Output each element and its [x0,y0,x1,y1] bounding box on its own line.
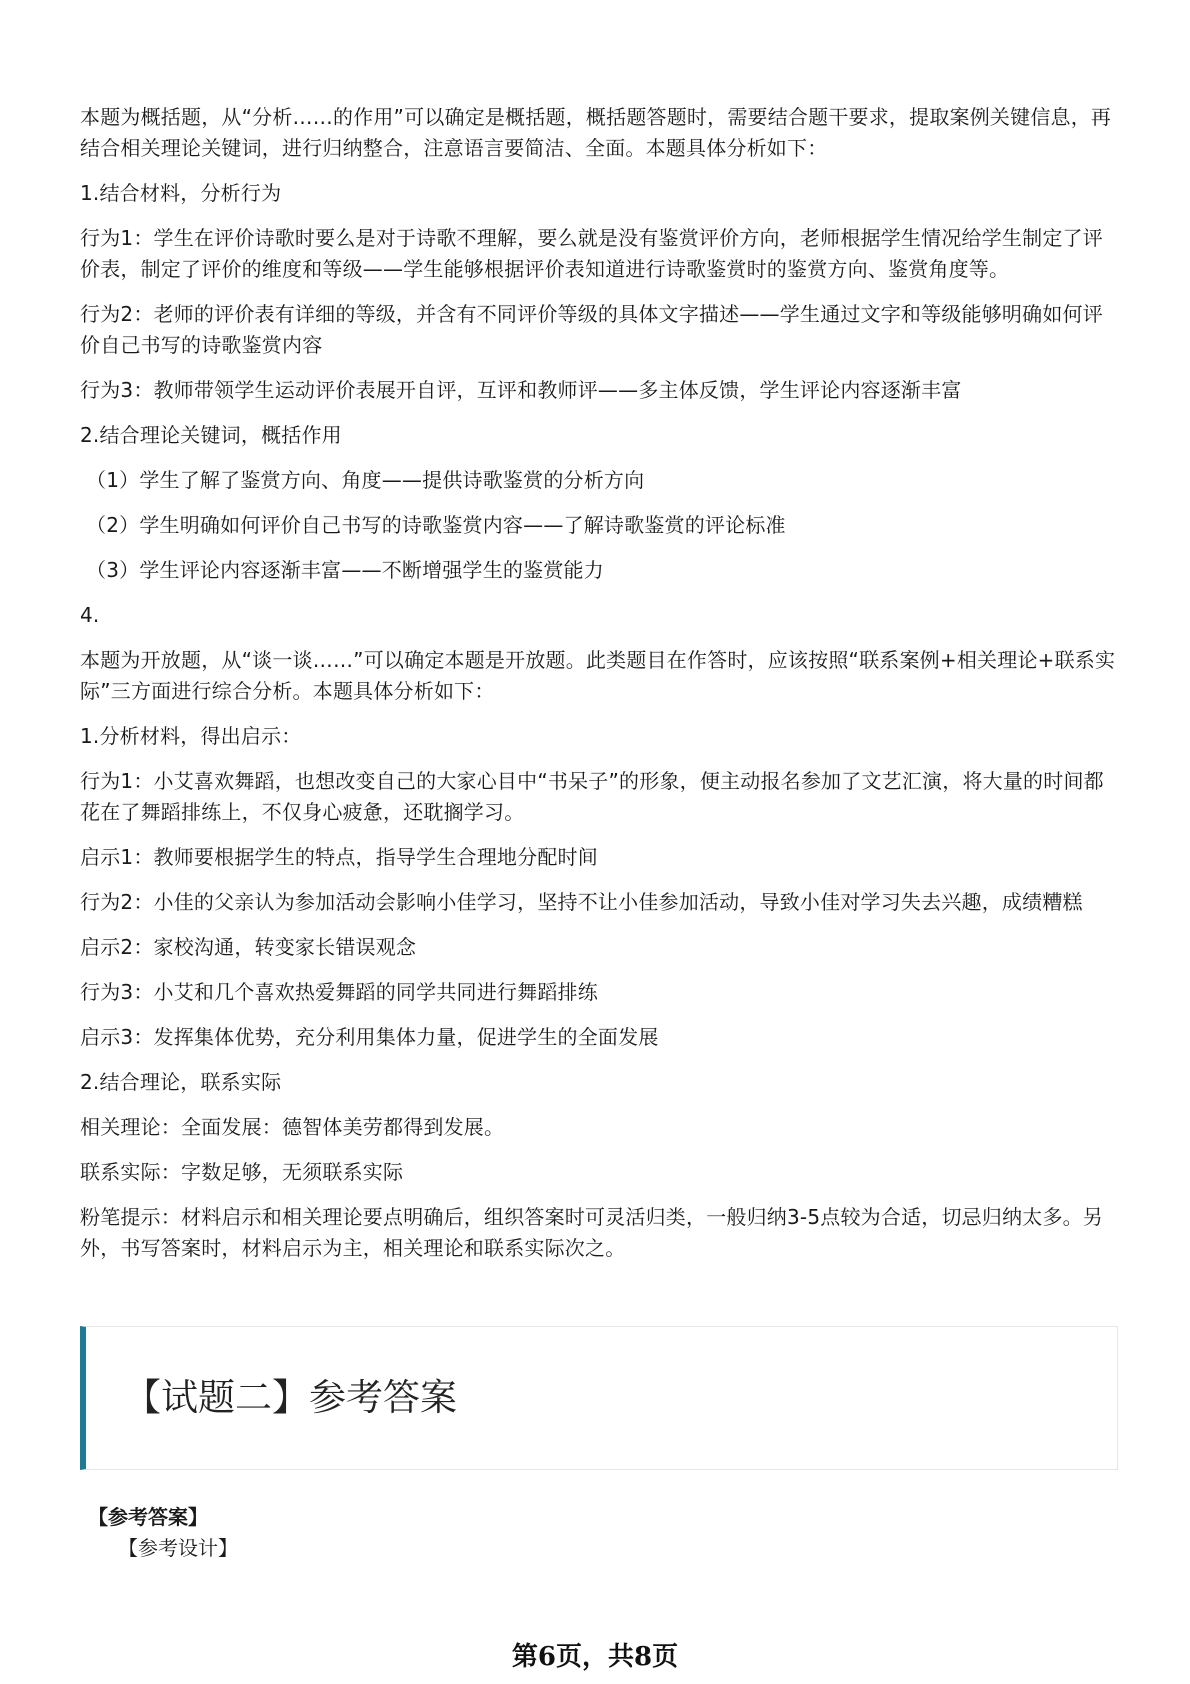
paragraph: 相关理论：全面发展：德智体美劳都得到发展。 [80,1115,505,1139]
design-label: 【参考设计】 [118,1536,238,1560]
paragraph: 行为1：学生在评价诗歌时要么是对于诗歌不理解，要么就是没有鉴赏评价方向，老师根据学生情况给学生制定了评价表，制定了评价的维度和等级——学生能够根据评价表知道进行诗歌鉴赏时的鉴赏方向、鉴赏角度等。 [80,226,1103,281]
list-item: （1）学生了解了鉴赏方向、角度——提供诗歌鉴赏的分析方向 [86,468,645,492]
list-item: （2）学生明确如何评价自己书写的诗歌鉴赏内容——了解诗歌鉴赏的评论标准 [86,513,786,537]
paragraph: 粉笔提示：材料启示和相关理论要点明确后，组织答案时可灵活归类，一般归纳3-5点较为合适，切忌归纳太多。另外，书写答案时，材料启示为主，相关理论和联系实际次之。 [80,1205,1104,1260]
answer-label: 【参考答案】 [88,1505,208,1529]
paragraph: 启示2：家校沟通，转变家长错误观念 [80,935,417,959]
answer-analysis-text [80,102,1120,1278]
paragraph: 行为2：老师的评价表有详细的等级，并含有不同评价等级的具体文字描述——学生通过文字和等级能够明确如何评价自己书写的诗歌鉴赏内容 [80,302,1103,357]
paragraph: 本题为概括题，从“分析……的作用”可以确定是概括题，概括题答题时，需要结合题干要求，提取案例关键信息，再结合相关理论关键词，进行归纳整合，注意语言要简洁、全面。本题具体分析如下： [80,105,1112,160]
paragraph: 1.结合材料，分析行为 [80,181,282,205]
paragraph: 行为3：小艾和几个喜欢热爱舞蹈的同学共同进行舞蹈排练 [80,980,598,1004]
section-header-box [80,1326,1118,1470]
paragraph: 本题为开放题，从“谈一谈……”可以确定本题是开放题。此类题目在作答时，应该按照“联系案例+相关理论+联系实际”三方面进行综合分析。本题具体分析如下： [80,648,1116,703]
paragraph: 行为3：教师带领学生运动评价表展开自评，互评和教师评——多主体反馈，学生评论内容逐渐丰富 [80,378,962,402]
paragraph: 启示1：教师要根据学生的特点，指导学生合理地分配时间 [80,845,598,869]
paragraph: 启示3：发挥集体优势，充分利用集体力量，促进学生的全面发展 [80,1025,659,1049]
list-item: （3）学生评论内容逐渐丰富——不断增强学生的鉴赏能力 [86,558,604,582]
page-footer: 第6页，共8页 [511,1642,679,1672]
section-title: 【试题二】参考答案 [124,1376,457,1419]
paragraph: 联系实际：字数足够，无须联系实际 [80,1160,404,1184]
paragraph: 2.结合理论，联系实际 [80,1070,282,1094]
paragraph: 2.结合理论关键词，概括作用 [80,423,342,447]
paragraph: 行为2：小佳的父亲认为参加活动会影响小佳学习，坚持不让小佳参加活动，导致小佳对学习失去兴趣，成绩糟糕 [80,890,1083,914]
paragraph: 1.分析材料，得出启示： [80,724,302,748]
paragraph: 行为1：小艾喜欢舞蹈，也想改变自己的大家心目中“书呆子”的形象，便主动报名参加了文艺汇演，将大量的时间都花在了舞蹈排练上，不仅身心疲惫，还耽搁学习。 [80,769,1104,824]
question-number: 4. [80,603,100,627]
